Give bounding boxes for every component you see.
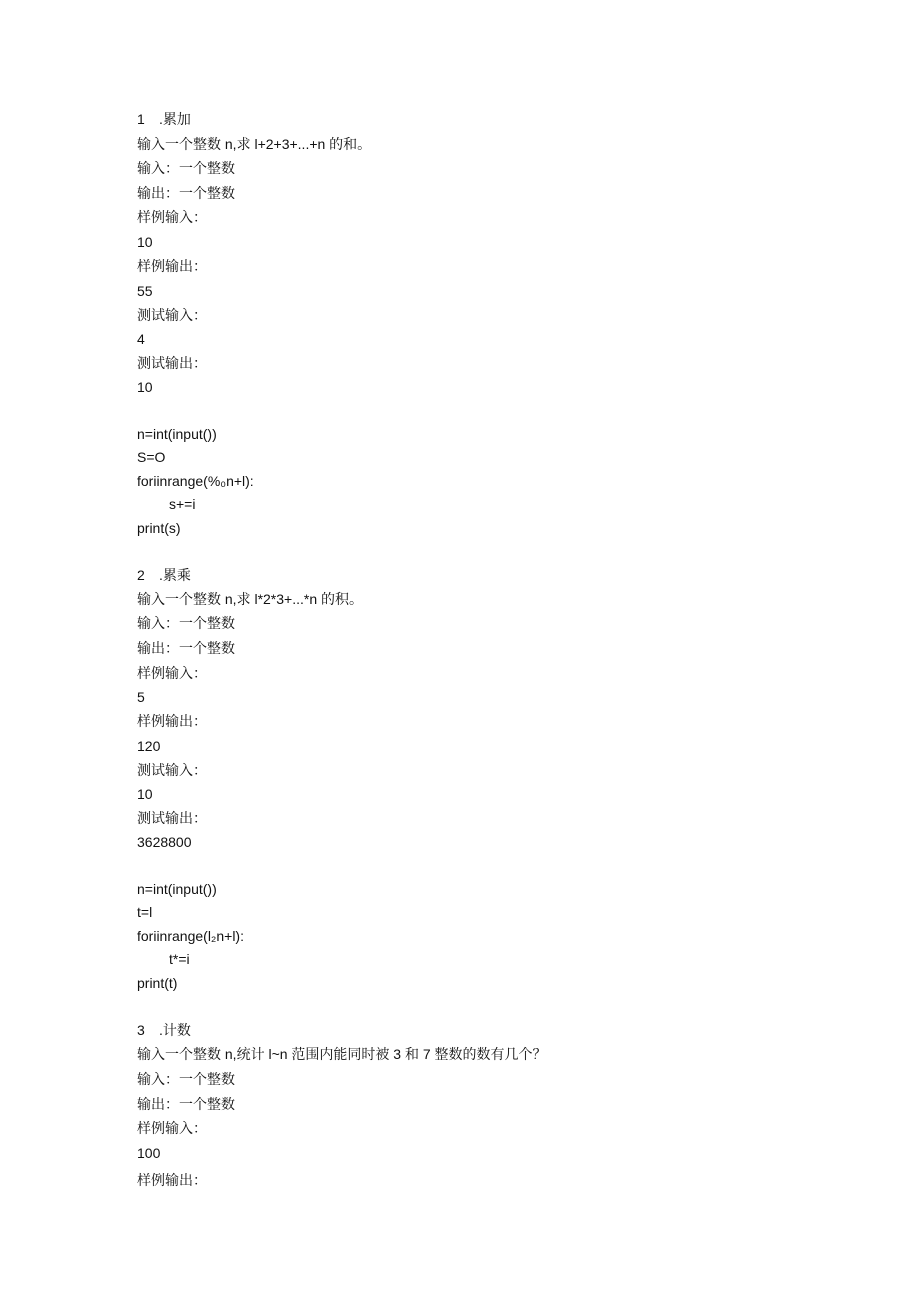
section-2-description: 输入一个整数 n,求 l*2*3+...*n 的积。 (137, 591, 364, 607)
section-3-sample-input-value: 100 (137, 1145, 161, 1161)
section-1-test-input-value: 4 (137, 331, 145, 347)
section-2-test-input-value: 10 (137, 786, 153, 802)
section-1-input-spec: 输入：一个整数 (137, 160, 235, 176)
section-1-code-line-4: s+=i (169, 496, 196, 512)
section-1-test-input-label: 测试输入： (137, 307, 207, 323)
section-1-sample-output-value: 55 (137, 283, 153, 299)
section-1-number: 1 (137, 111, 145, 127)
section-2-sample-output-label: 样例输出： (137, 713, 207, 729)
section-1-output-spec: 输出：一个整数 (137, 185, 235, 201)
section-3-output-spec: 输出：一个整数 (137, 1096, 235, 1112)
section-3-description: 输入一个整数 n,统计 l~n 范围内能同时被 3 和 7 整数的数有几个？ (137, 1046, 547, 1062)
section-2-code-line-4: t*=i (169, 951, 190, 967)
section-2-number: 2 (137, 567, 145, 583)
section-2-heading (137, 566, 191, 584)
section-1-sample-output-label: 样例输出： (137, 258, 207, 274)
section-2-sample-output-value: 120 (137, 738, 161, 754)
section-2-sample-input-value: 5 (137, 689, 145, 705)
section-1-code-line-3: foriinrange(%₀n+l): (137, 473, 254, 489)
section-2-code-line-1: n=int(input()) (137, 881, 217, 897)
section-2-title: .累乘 (159, 567, 191, 583)
section-3-number: 3 (137, 1022, 145, 1038)
section-2-test-input-label: 测试输入： (137, 762, 207, 778)
section-2-code-line-2: t=l (137, 904, 153, 920)
section-3-input-spec: 输入：一个整数 (137, 1071, 235, 1087)
section-3-sample-input-label: 样例输入： (137, 1120, 207, 1136)
section-1-test-output-value: 10 (137, 379, 153, 395)
section-2-input-spec: 输入：一个整数 (137, 615, 235, 631)
section-2-test-output-value: 3628800 (137, 834, 192, 850)
section-1-code-line-5: print(s) (137, 520, 181, 536)
section-3-heading (137, 1021, 191, 1039)
section-2-code-line-3: foriinrange(l₂n+l): (137, 928, 244, 944)
section-1-test-output-label: 测试输出： (137, 355, 207, 371)
section-2-output-spec: 输出：一个整数 (137, 640, 235, 656)
section-2-test-output-label: 测试输出： (137, 810, 207, 826)
section-3-title: .计数 (159, 1022, 191, 1038)
section-1-description: 输入一个整数 n,求 l+2+3+...+n 的和。 (137, 136, 372, 152)
section-2-sample-input-label: 样例输入： (137, 665, 207, 681)
section-3-sample-output-label: 样例输出： (137, 1172, 207, 1188)
section-1-sample-input-label: 样例输入： (137, 209, 207, 225)
section-1-code-line-2: S=O (137, 449, 166, 465)
section-1-code-line-1: n=int(input()) (137, 426, 217, 442)
section-2-code-line-5: print(t) (137, 975, 178, 991)
section-1-heading (137, 110, 191, 128)
section-1-title: .累加 (159, 111, 191, 127)
section-1-sample-input-value: 10 (137, 234, 153, 250)
